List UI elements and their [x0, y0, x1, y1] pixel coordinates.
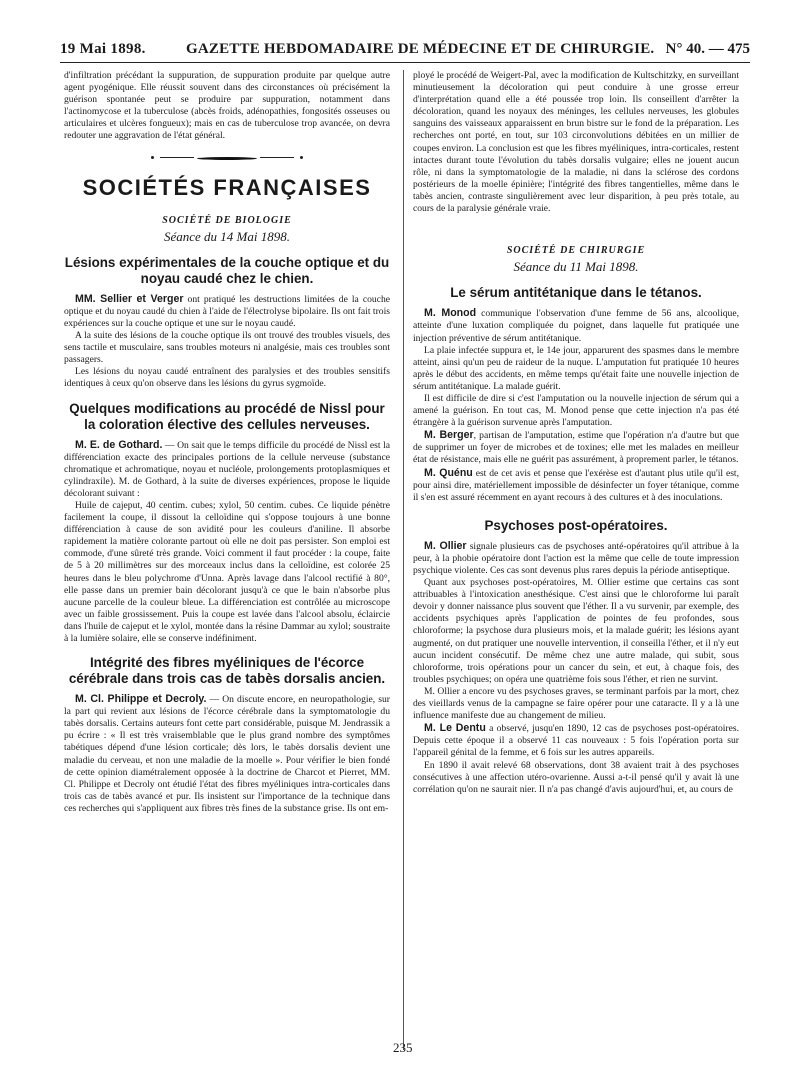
article-paragraph: En 1890 il avait relevé 68 observations, dont 38 avaient trait à des psychoses consécutives à une affection utéro-ovarienne. Aussi a-t-il pensé qu'il y avait là une corrélation qu'on ne saurait nier. Il n'a pas changé d'avis aujourd'hui, et, au cours de	[413, 759, 739, 795]
biologie-seance: Séance du 14 Mai 1898.	[163, 228, 290, 244]
right-column	[413, 70, 739, 796]
ornament-dash	[260, 157, 294, 158]
ornament-diamond	[197, 155, 257, 161]
section-ornament	[64, 151, 390, 165]
author-name: M. Monod	[424, 307, 477, 320]
section-title-lesions: Lésions expérimentales de la couche optique et du noyau caudé chez le chien.	[64, 254, 390, 286]
left-column	[64, 70, 390, 815]
header-rule	[60, 62, 750, 63]
column-divider	[403, 70, 404, 1050]
article-paragraph: M. Le Dentu a observé, jusqu'en 1890, 12 cas de psychoses post-opératoires. Depuis cette époque il a observé 11 cas nouveaux : 5 fois l'opération porta sur l'appareil génital de la femme, et 6 fois sur les autres appareils.	[413, 722, 739, 759]
article-paragraph: La plaie infectée suppura et, le 14e jour, apparurent des spasmes dans le membre atteint, ainsi qu'un peu de raideur de la nuque. L'amputation fut pratiquée 10 heures après le début des accidents, en même temps qu'était faite une nouvelle injection de sérum antitétanique. La malade guérit.	[413, 344, 739, 392]
section-title-tabes: Intégrité des fibres myéliniques de l'écorce cérébrale dans trois cas de tabès dorsalis ancien.	[68, 655, 386, 687]
biologie-label: SOCIÉTÉ DE BIOLOGIE	[162, 214, 292, 226]
article-paragraph: M. Quénu est de cet avis et pense que l'exérèse est d'autant plus utile qu'il est, pour ainsi dire, matériellement impossible de désinfecter un foyer tétanique, comme il s'en est assuré récemment en ayant recours à des cultures et à des inoculations.	[413, 466, 740, 503]
article-paragraph: M. Ollier signale plusieurs cas de psychoses anté-opératoires qu'il attribue à la peur, à la phobie opératoire dont l'action est la même que celle de toute impression psychique violente. Ces cas sont devenus plus rares depuis la période antiseptique.	[413, 539, 739, 576]
article-paragraph: A la suite des lésions de la couche optique ils ont trouvé des troubles visuels, des sens tactile et musculaire, sans troubles moteurs ni analgésie, mais ces troubles sont passagers.	[64, 330, 390, 366]
author-name: M. Berger	[424, 429, 474, 442]
journal-title: GAZETTE HEBDOMADAIRE DE MÉDECINE ET DE CHIRURGIE.	[186, 41, 655, 57]
page-folio: 235	[393, 1040, 413, 1055]
societes-heading: SOCIÉTÉS FRANÇAISES	[82, 174, 372, 200]
article-paragraph: Quant aux psychoses post-opératoires, M. Ollier estime que certains cas sont attribuables à l'intoxication anesthésique. C'est ainsi que le chloroforme lui paraît devoir y donner naissance plus souvent que l'éther. Il a vu survenir, par exemple, des accidents psychiques après l'application de pointes de feu profondes, sous chloroforme; la psychose dura plusieurs mois, et la malade guérit; les lésions ayant augmenté, on dut pratiquer une nouvelle intervention, il conseilla l'éther, et il n'y eut aucun incident consécutif. De même chez une autre malade, qui subit, sous chloroforme, trois opérations pour un cancer du sein, et eut, à chaque fois, des troubles psychiques; on opéra une quatrième fois sous l'éther, et rien ne survint.	[413, 577, 739, 685]
author-name: M. Le Dentu	[424, 722, 486, 735]
article-paragraph: M. Monod communique l'observation d'une femme de 56 ans, alcoolique, atteinte d'une luxation compliquée du poignet, dans laquelle fut pratiquée une injection préventive de sérum antitétanique.	[413, 307, 740, 344]
intro-paragraph: d'infiltration précédant la suppuration, de suppuration produite par quelque autre agent pyogénique. Elle réussit souvent dans des circonstances où précisément la guérison spontanée peut se produire par suppuration, notamment dans l'actinomycose et la tuberculose (abcès froids, adénopathies, fongosités osseuses ou articulaires et ulcères fongueux); mais en cas de tuberculose trop avancée, on devra redouter une aggravation de l'état général.	[64, 70, 390, 142]
section-title-serum: Le sérum antitétanique dans le tétanos.	[450, 285, 702, 301]
continuation-paragraph: ployé le procédé de Weigert-Pal, avec la modification de Kultschitzky, en surveillant minutieusement la décoloration qui peut conduire à une grosse erreur d'interprétation quand elle a été poussée trop loin. Ils conseillent d'arrêter la décoloration, quand les noyaux des méninges, les cellules nerveuses, les globules sanguins des vaisseaux apparaissent en brun bistre sur le fond de la préparation. Les recherches ont porté, en tout, sur 103 circonvolutions débitées en un millier de coupes environ. La conclusion est que les fibres myéliniques, intra-corticales, restent intactes durant toute l'évolution du tabès dorsalis vulgaire; elles ne jouent aucun rôle, ni dans la symptomatologie de la maladie, ni dans la sclérose des cordons postérieurs de la moelle épinière; l'intégrité des fibres tangentielles, même dans le tabès ancien, contraste singulièrement avec leur disparition, à peu près totale, au cours de la paralysie générale vraie.	[413, 70, 739, 215]
ornament-dot	[151, 156, 154, 159]
author-name: M. E. de Gothard.	[75, 438, 163, 451]
article-paragraph: M. Cl. Philippe et Decroly. — On discute encore, en neuropathologie, sur la part qui revient aux lésions de l'écorce cérébrale dans la symptomatologie du tabès dorsalis. Certains auteurs font cette part considérable, puisque M. Jendrassik a pu écrire : « Il est très vraisemblable que le plus grand nombre des symptômes tabétiques dépend d'une lésion corticale; dès lors, le tabès dorsalis devient une maladie du cerveau, et non une maladie de la moelle ». Pour vérifier le bien fondé de cette opinion diamétralement opposée à la doctrine de Charcot et Pierret, MM. Cl. Philippe et Decroly ont étudié l'état des fibres myéliniques intra-corticales dans trois cas de tabès avancé et pur. Ils insistent sur l'importance de la technique dans ces recherches qui s'appliquent aux fibres très fines de la substance grise. Ils ont em-	[64, 693, 390, 814]
section-title-psychoses: Psychoses post-opératoires.	[484, 517, 668, 533]
article-paragraph: M. Berger, partisan de l'amputation, estime que l'opération n'a d'autre but que de supprimer un foyer de microbes et de toxines; elle met les malades en meilleur état de résistance, mais elle ne guérit pas assurément, à proprement parler, le tétanos.	[413, 429, 739, 466]
article-paragraph: Les lésions du noyau caudé entraînent des paralysies et des troubles sensitifs identiques à ceux qu'on observe dans les lésions du gyrus sygmoïde.	[64, 366, 390, 390]
chirurgie-seance: Séance du 11 Mai 1898.	[513, 259, 639, 275]
running-head	[60, 41, 750, 61]
chirurgie-label: SOCIÉTÉ DE CHIRURGIE	[506, 245, 646, 257]
issue-number: N° 40. — 475	[665, 41, 750, 57]
author-name: MM. Sellier et Verger	[75, 292, 184, 305]
article-paragraph: MM. Sellier et Verger ont pratiqué les destructions limitées de la couche optique et du noyau caudé du chien à l'aide de l'électrolyse bipolaire. Ils ont fait trois expériences sur la couche optique et une sur le noyau caudé.	[64, 292, 391, 329]
author-name: M. Ollier	[424, 539, 467, 552]
article-paragraph: M. Ollier a encore vu des psychoses graves, se terminant parfois par la mort, chez des vieillards venus de la campagne se faire opérer pour une cataracte. Il y a là une influence manifeste due au changement de milieu.	[413, 685, 739, 722]
ornament-dash	[160, 157, 194, 158]
author-name: M. Cl. Philippe et Decroly.	[75, 693, 207, 706]
article-paragraph: Il est difficile de dire si c'est l'amputation ou la nouvelle injection de sérum qui a amené la guérison. En tout cas, M. Monod pense que cette injection n'a pas été étrangère à la guérison survenue après l'amputation.	[413, 392, 739, 429]
article-paragraph: Huile de cajeput, 40 centim. cubes; xylol, 50 centim. cubes. Ce liquide pénètre facilement la coupe, il dissout la celloïdine qui s'oppose toujours à une bonne différenciation à cause de son avidité pour les couleurs d'aniline. Il absorbe rapidement la matière colorante partout où elle ne doit pas persister. Son emploi est commode, d'une sûreté très grande. Voici comment il faut procéder : la coupe, faite de 5 à 20 millimètres sur des morceaux inclus dans la celloïdine, est colorée 25 heures dans le bleu polychrome d'Unna. Après lavage dans l'alcool rectifié à 80°, elle passe dans un premier bain décolorant jusqu'à ce que le bain n'absorbe plus aucune parcelle de la couleur bleue. La différenciation est contrôlée au microscope avec un faible grossissement. Puis la coupe est lavée dans l'alcool absolu, éclaircie dans l'huile de cajeput et le xylol, montée dans la résine Dammar au xylol; soustraite à la lumière solaire, elle se conserve indéfiniment.	[64, 499, 390, 644]
author-name: M. Quénu	[424, 466, 473, 479]
section-title-nissl: Quelques modifications au procédé de Nissl pour la coloration élective des cellules nerveuses.	[69, 400, 385, 432]
issue-date: 19 Mai 1898.	[60, 41, 146, 57]
ornament-dot	[300, 156, 303, 159]
article-paragraph: M. E. de Gothard. — On sait que le temps difficile du procédé de Nissl est la différenciation exacte des principales portions de la cellule nerveuse (substance chromatique et achromatique, noyau et nucléole, prolongements protoplasmiques et cylindraxile). M. de Gothard, à la suite de diverses expériences, propose le liquide décolorant suivant :	[64, 438, 390, 499]
